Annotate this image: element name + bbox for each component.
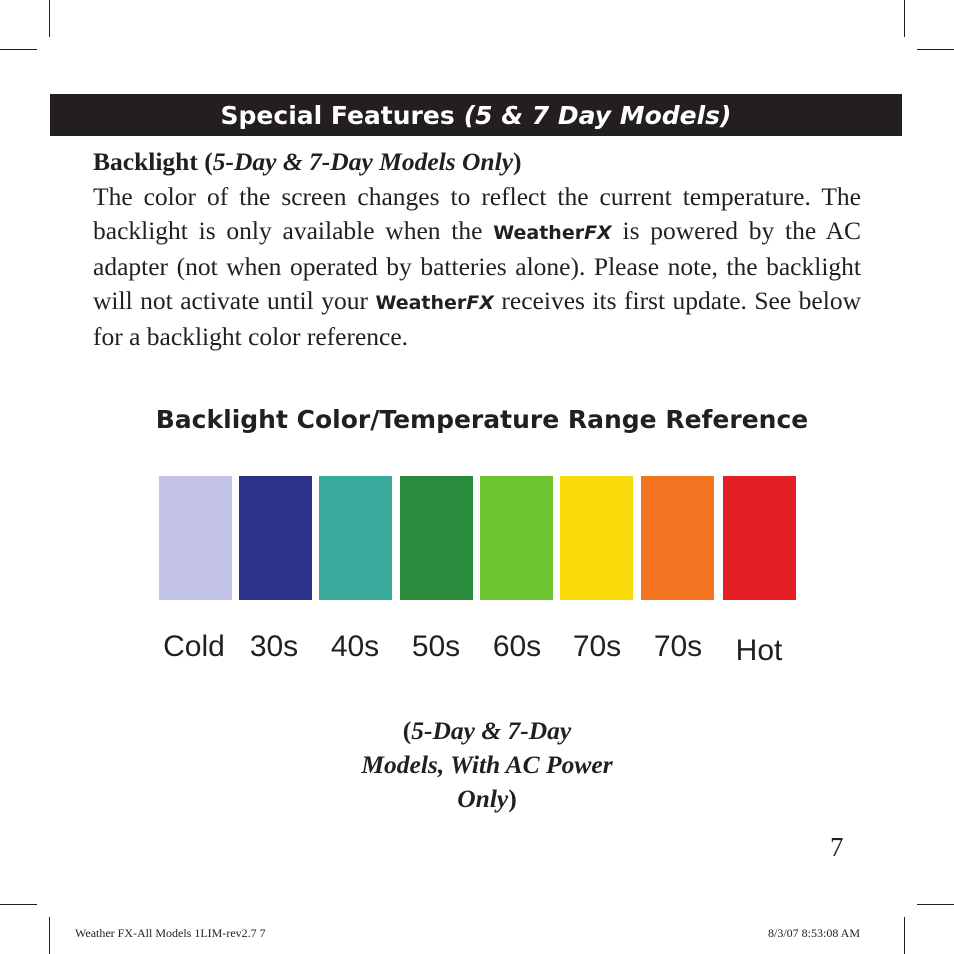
brand-name: WeatherFX	[493, 222, 612, 244]
color-swatch	[239, 476, 312, 600]
footer-file-slug: Weather FX-All Models 1LIM-rev2.7 7	[75, 926, 266, 940]
color-swatch	[319, 476, 392, 600]
header-subtitle: (5 & 7 Day Models)	[463, 100, 732, 130]
temperature-label: 60s	[492, 630, 542, 663]
temperature-label: 30s	[249, 630, 299, 663]
temperature-label: 70s	[572, 630, 622, 663]
crop-mark	[904, 0, 905, 37]
temperature-label: Cold	[163, 630, 225, 663]
crop-mark	[49, 0, 50, 37]
crop-mark	[0, 904, 37, 905]
section-header-bar	[50, 94, 902, 136]
temperature-label: Hot	[735, 634, 783, 667]
crop-mark	[917, 49, 954, 50]
footer-timestamp: 8/3/07 8:53:08 AM	[768, 926, 861, 940]
color-swatch	[641, 476, 714, 600]
crop-mark	[49, 917, 50, 954]
color-swatch	[480, 476, 553, 600]
temperature-label: 70s	[653, 630, 703, 663]
page-number: 7	[830, 832, 844, 862]
crop-mark	[0, 49, 37, 50]
color-swatch	[400, 476, 473, 600]
backlight-heading: Backlight (5-Day & 7-Day Models Only)	[93, 147, 522, 176]
backlight-description: The color of the screen changes to reflect the current temperature. The backlight is only available when the WeatherFX is powered by the AC adapter (not when operated by batteries alone). Please note, the backlight will not activate until your WeatherFX receives its first update. See below for a backlight color reference.	[93, 182, 861, 351]
temperature-label: 40s	[330, 630, 380, 663]
temperature-label: 50s	[411, 630, 461, 663]
color-swatch	[159, 476, 232, 600]
crop-mark	[904, 917, 905, 954]
brand-name: WeatherFX	[375, 292, 494, 314]
reference-title: Backlight Color/Temperature Range Reference	[155, 405, 809, 434]
crop-mark	[917, 904, 954, 905]
header-title: Special Features	[220, 100, 455, 130]
color-swatch	[560, 476, 633, 600]
availability-note: (5-Day & 7-Day Models, With AC Power Only)	[361, 716, 613, 813]
color-swatch	[723, 476, 796, 600]
